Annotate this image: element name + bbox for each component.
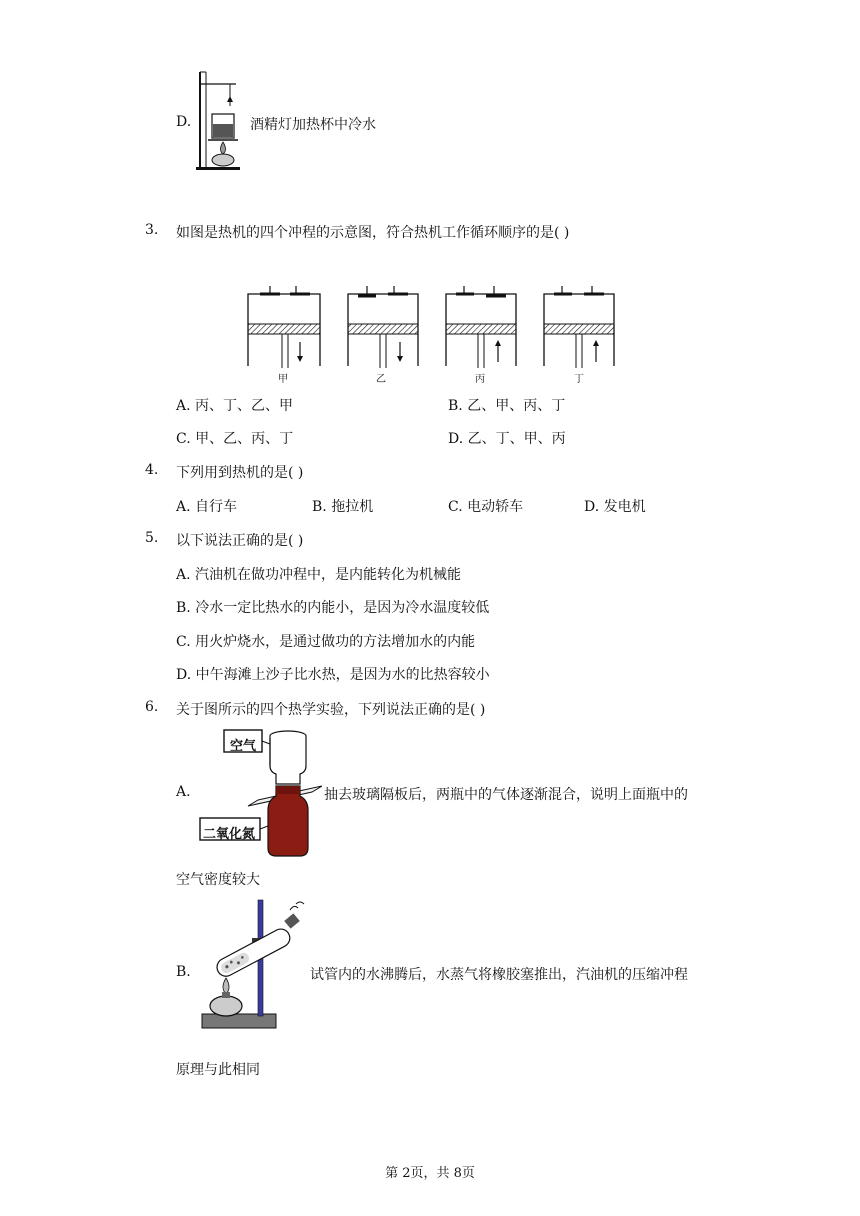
option-letter: D.: [176, 667, 192, 683]
option-text: 自行车: [195, 499, 238, 515]
option-letter: A.: [176, 398, 191, 414]
option-text: 电动轿车: [467, 499, 524, 515]
q3-option-a[interactable]: [176, 395, 293, 415]
q4-option-a[interactable]: [176, 496, 237, 516]
option-text: 乙、甲、丙、丁: [467, 398, 566, 414]
option-text: 冷水一定比热水的内能小，是因为冷水温度较低: [195, 600, 490, 616]
q2-option-d-text: 酒精灯加热杯中冷水: [250, 117, 376, 133]
engine-strokes-figure: [240, 282, 620, 390]
option-letter: D.: [584, 499, 600, 515]
option-letter: B.: [176, 600, 191, 616]
stroke-label-yi: 乙: [376, 374, 386, 385]
option-letter: A.: [176, 499, 191, 515]
stroke-label-jia: 甲: [278, 374, 288, 385]
option-text: 甲、乙、丙、丁: [195, 431, 294, 447]
q5-number: 5.: [145, 530, 159, 546]
stroke-ding-cylinder: [544, 286, 614, 368]
option-text: 乙、丁、甲、丙: [467, 431, 566, 447]
q5-question-text: 以下说法正确的是( ): [176, 533, 304, 549]
option-text: 汽油机在做功冲程中，是内能转化为机械能: [195, 567, 462, 583]
q3-option-d[interactable]: [448, 428, 566, 448]
q4-question-text: 下列用到热机的是( ): [176, 465, 304, 481]
option-letter: B.: [448, 398, 463, 414]
q4-option-d[interactable]: [584, 496, 646, 516]
q2-option-d-letter: D.: [176, 114, 192, 130]
q5-option-b[interactable]: [176, 597, 489, 617]
q3-number: 3.: [145, 222, 159, 238]
q5-option-c[interactable]: [176, 631, 475, 651]
option-text: 中午海滩上沙子比水热，是因为水的比热容较小: [195, 667, 490, 683]
option-letter: C.: [176, 431, 191, 447]
q6-option-b-text-line2: 原理与此相同: [176, 1062, 260, 1078]
option-text: 丙、丁、乙、甲: [195, 398, 294, 414]
q6-option-b-letter: B.: [176, 964, 191, 980]
q4-option-c[interactable]: [448, 496, 523, 516]
air-label: 空气: [230, 739, 257, 754]
q3-question-text: 如图是热机的四个冲程的示意图，符合热机工作循环顺序的是( ): [176, 225, 570, 241]
option-letter: B.: [312, 499, 327, 515]
q4-number: 4.: [145, 462, 159, 478]
heating-beaker-figure: [196, 70, 246, 174]
q3-option-b[interactable]: [448, 395, 565, 415]
page-number-footer: 第 2页，共 8页: [385, 1166, 475, 1181]
option-text: 拖拉机: [331, 499, 374, 515]
q3-option-c[interactable]: [176, 428, 293, 448]
q6-option-a-text-line1: 抽去玻璃隔板后，两瓶中的气体逐渐混合，说明上面瓶中的: [324, 787, 688, 803]
q6-option-a-text-line2: 空气密度较大: [176, 872, 260, 888]
option-letter: A.: [176, 567, 191, 583]
q6-number: 6.: [145, 699, 159, 715]
stroke-bing-cylinder: [446, 286, 516, 368]
stroke-label-ding: 丁: [574, 374, 584, 385]
stroke-jia-cylinder: [248, 286, 320, 368]
stroke-label-bing: 丙: [475, 374, 485, 385]
nitrogen-dioxide-label: 二氧化氮: [203, 827, 256, 842]
q6-question-text: 关于图所示的四个热学实验，下列说法正确的是( ): [176, 702, 486, 718]
option-letter: D.: [448, 431, 464, 447]
option-letter: C.: [448, 499, 463, 515]
steam-test-tube-figure: [198, 898, 308, 1036]
option-text: 用火炉烧水，是通过做功的方法增加水的内能: [195, 634, 476, 650]
option-text: 发电机: [603, 499, 646, 515]
q4-option-b[interactable]: [312, 496, 373, 516]
q5-option-a[interactable]: [176, 564, 461, 584]
option-letter: C.: [176, 634, 191, 650]
q6-option-a-letter: A.: [176, 784, 191, 800]
stroke-yi-cylinder: [348, 286, 418, 368]
q6-option-b-text-line1: 试管内的水沸腾后，水蒸气将橡胶塞推出，汽油机的压缩冲程: [310, 967, 688, 983]
q5-option-d[interactable]: [176, 664, 490, 684]
